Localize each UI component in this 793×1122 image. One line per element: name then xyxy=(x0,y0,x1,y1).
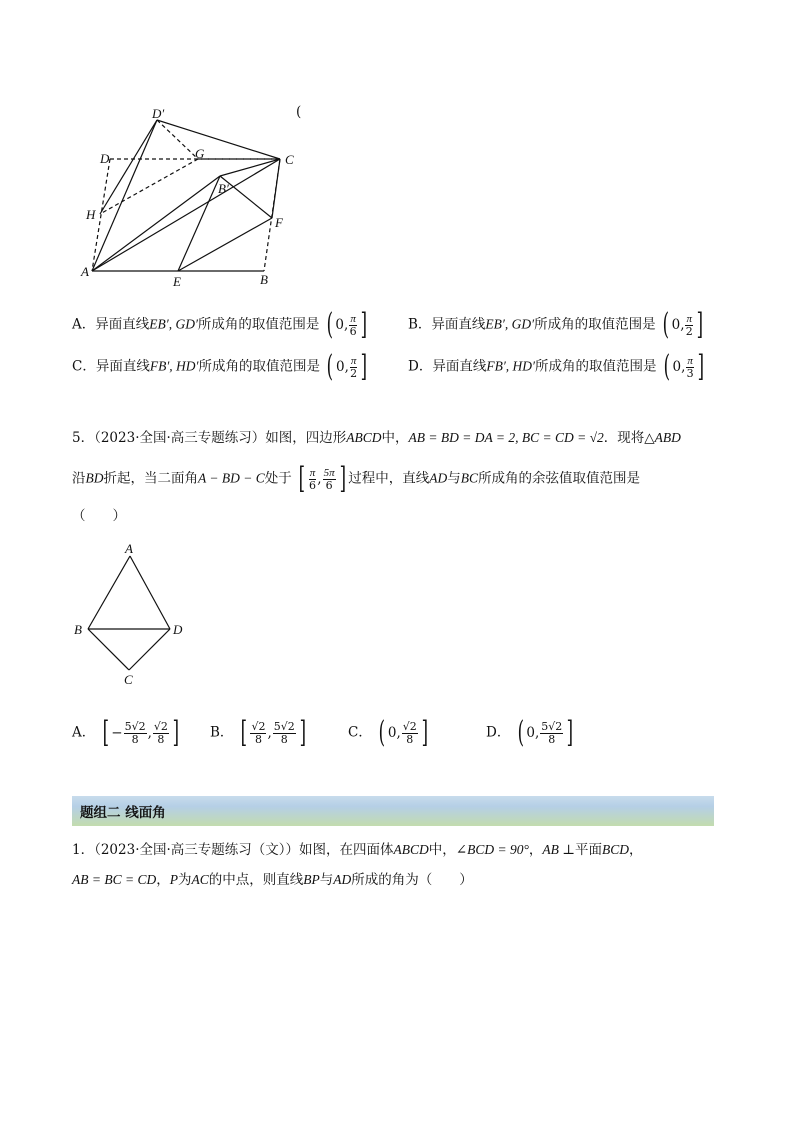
label-h: H xyxy=(86,207,96,222)
label-d: D xyxy=(100,151,110,166)
q1-line-1: 1．（2023·全国·高三专题练习（文））如图，在四面体ABCD中，∠BCD = 90°，AB ⊥平面BCD， xyxy=(72,842,643,858)
q5-option-a[interactable]: A． [ − $\frac{5√2}{8}$ , $\frac{√2}{8}$ ] xyxy=(72,715,179,750)
q5-option-b[interactable]: B． [ $\frac{√2}{8}$ , $\frac{5√2}{8}$ ] xyxy=(210,715,306,750)
label-a: A xyxy=(81,264,89,279)
label-c: C xyxy=(124,672,133,687)
group-header-bar xyxy=(72,796,714,826)
q5-option-c[interactable]: C． ( 0 , $\frac{√2}{8}$ ] xyxy=(348,715,428,750)
label-d: D xyxy=(173,622,183,637)
label-f: F xyxy=(275,215,283,230)
q4-option-a[interactable]: A．异面直线EB′, GD′所成角的取值范围是 ( 0 , $\frac{\pi}{6}$ ] xyxy=(72,307,367,342)
q5-line-2: 沿BD折起，当二面角A − BD − C处于 [ $\frac{\pi}{6}$ , $\frac{5\pi}{6}$ ] 过程中，直线AD与BC所成角的余弦值取值范围是 xyxy=(72,461,641,496)
group-header-title: 题组二 线面角 xyxy=(80,805,166,821)
label-a: A xyxy=(125,541,133,556)
label-b-prime: B′ xyxy=(218,181,229,196)
label-b: B xyxy=(260,272,268,287)
figure-quadrilateral xyxy=(70,540,195,690)
q5-answer-blank: （ ） xyxy=(72,508,126,524)
figure-folded-square xyxy=(80,108,310,288)
q1-line-2: AB = BC = CD，P为AC的中点，则直线BP与AD所成的角为（ ） xyxy=(72,872,473,888)
label-c: C xyxy=(285,152,294,167)
label-b: B xyxy=(74,622,82,637)
label-g: G xyxy=(195,146,205,161)
label-d-prime: D′ xyxy=(152,108,165,121)
q4-option-b[interactable]: B．异面直线EB′, GD′所成角的取值范围是 ( 0 , $\frac{\pi}{2}$ ] xyxy=(408,307,704,342)
q5-line-1: 5．（2023·全国·高三专题练习）如图，四边形ABCD中，AB = BD = DA = 2, BC = CD = √2．现将△ABD xyxy=(72,430,681,446)
q4-option-c[interactable]: C．异面直线FB′, HD′所成角的取值范围是 ( 0 , $\frac{\pi}{2}$ ] xyxy=(72,349,368,384)
stray-parenthesis: ( xyxy=(296,104,302,120)
label-e: E xyxy=(173,274,181,288)
q5-option-d[interactable]: D． ( 0 , $\frac{5√2}{8}$ ] xyxy=(486,715,574,750)
q4-option-d[interactable]: D．异面直线FB′, HD′所成角的取值范围是 ( 0 , $\frac{\pi}{3}$ ] xyxy=(408,349,704,384)
